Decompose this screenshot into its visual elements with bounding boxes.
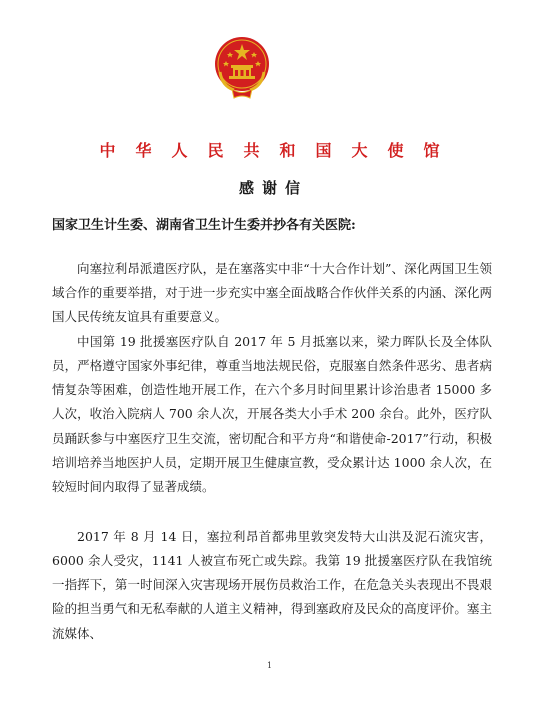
addressee: 国家卫生计生委、湖南省卫生计生委并抄各有关医院:	[52, 218, 356, 233]
embassy-name: 中华人民共和国大使馆	[99, 141, 460, 160]
paragraph-3: 2017 年 8 月 14 日，塞拉利昂首都弗里敦突发特大山洪及泥石流灾害，6000 余人受灾，1141 人被宣布死亡或失踪。我第 19 批援塞医疗队在我馆统一指挥下，第一时间深入灾害现场开展伤员救治工作，在危急关头表现出不畏艰险的担当勇气和无私奉献的人道主义精神，得到塞政府及民众的高度评价。塞主流媒体、	[52, 528, 492, 641]
paragraph-1: 向塞拉利昂派遣医疗队，是在塞落实中非“十大合作计划”、深化两国卫生领域合作的重要举措，对于进一步充实中塞全面战略合作伙伴关系的内涵、深化两国人民传统友谊具有重要意义。	[52, 260, 492, 325]
national-emblem-icon	[212, 34, 272, 100]
document-title: 感谢信	[238, 179, 308, 197]
paragraph-2: 中国第 19 批援塞医疗队自 2017 年 5 月抵塞以来，梁力晖队长及全体队员，严格遵守国家外事纪律，尊重当地法规民俗，克服塞自然条件恶劣、患者病情复杂等困难，创造性地开展工作，在六个多月时间里累计诊治患者 15000 多人次，收治入院病人 700 余人次，开展各类大小手术 200 余台。此外，医疗队员踊跃参与中塞医疗卫生交流，密切配合和平方舟“和谐使命-2017”行动，积极培训培养当地医护人员，定期开展卫生健康宣教，受众累计达 1000 余人次，在较短时间内取得了显著成绩。	[52, 333, 492, 495]
page-number: 1	[266, 661, 273, 670]
